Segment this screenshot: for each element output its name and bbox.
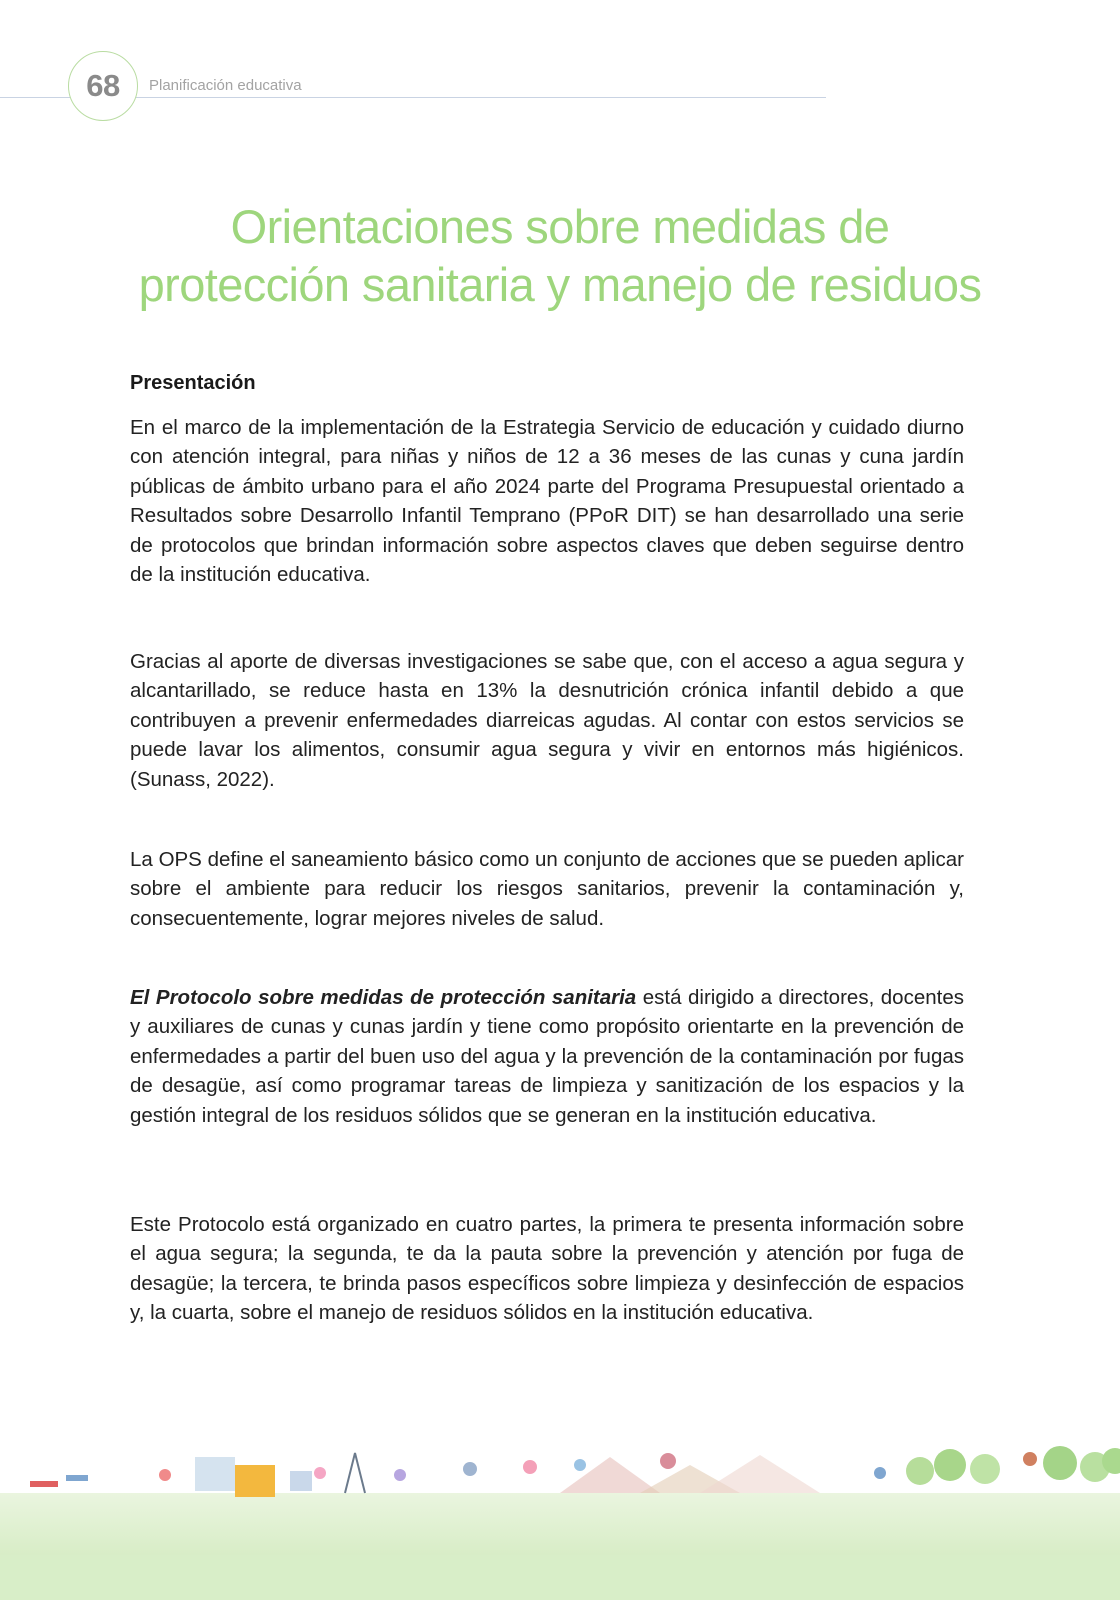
house-shape — [235, 1465, 275, 1497]
tree-shape — [934, 1449, 966, 1481]
paragraph-3: La OPS define el saneamiento básico como un conjunto de acciones que se pueden aplicar sobre el ambiente para reducir los riesgos sanitarios, prevenir la contaminación y, consecuentemente, lograr mejores niveles de salud. — [130, 848, 964, 930]
mountain-shape — [700, 1455, 820, 1493]
title-line-1: Orientaciones sobre medidas de — [230, 200, 890, 253]
page-number-badge — [68, 51, 138, 121]
ground-strip — [0, 1555, 1120, 1600]
paragraph-2: Gracias al aporte de diversas investigaciones se sabe que, con el acceso a agua segura y alcantarillado, se reduce hasta en 13% la desnutrición crónica infantil debido a que contribuyen a prevenir enfermedades diarreicas agudas. Al contar con estos servicios se puede lavar los alimentos, consumir agua segura y vivir en entornos más higiénicos. (Sunass, 2022). — [130, 650, 964, 791]
child-figure — [159, 1469, 171, 1481]
child-figure — [463, 1462, 477, 1476]
tree-shape — [970, 1454, 1000, 1484]
title-line-2: protección sanitaria y manejo de residuos — [138, 258, 982, 311]
adult-figure — [1023, 1452, 1037, 1466]
running-title: Planificación educativa — [149, 77, 302, 94]
paragraph-1: En el marco de la implementación de la Estrategia Servicio de educación y cuidado diurno con atención integral, para niñas y niños de 12 a 36 meses de las cunas y cuna jardín públicas de ámbito urbano para el año 2024 parte del Programa Presupuestal orientado a Resultados sobre Desarrollo Infantil Temprano (PPoR DIT) se han desarrollado una serie de protocolos que brindan información sobre aspectos claves que deben seguirse dentro de la institución educativa. — [130, 416, 964, 587]
page-number: 68 — [86, 68, 120, 103]
boat-shape — [30, 1481, 58, 1487]
page-title — [60, 198, 1060, 314]
tree-shape — [1043, 1446, 1077, 1480]
paragraph-5: Este Protocolo está organizado en cuatro partes, la primera te presenta información sobre el agua segura; la segunda, te da la pauta sobre la prevención y atención por fuga de desagüe; la tercera, te brinda pasos específicos sobre limpieza y desinfección de espacios y, la cuarta, sobre el manejo de residuos sólidos en la institución educativa. — [130, 1213, 964, 1325]
tree-shape — [906, 1457, 934, 1485]
footer-landscape-illustration — [0, 1445, 1120, 1600]
paragraph-4-text: está dirigido a directores, docentes y auxiliares de cunas y cunas jardín y tiene como propósito orientarte en la prevención de enfermedades a partir del buen uso del agua y la prevención de la contaminación por fugas de desagüe, así como programar tareas de limpieza y sanitización de los espacios y la gestión integral de los residuos sólidos que se generan en la institución educativa. — [130, 986, 964, 1127]
child-figure — [574, 1459, 586, 1471]
house-shape — [290, 1471, 312, 1491]
protocol-name: El Protocolo sobre medidas de protección sanitaria — [130, 986, 637, 1009]
boat-shape — [66, 1475, 88, 1481]
paragraph-4 — [130, 983, 964, 1130]
swing-frame — [345, 1453, 365, 1493]
building-shape — [195, 1457, 235, 1491]
child-figure — [874, 1467, 886, 1479]
child-figure — [523, 1460, 537, 1474]
child-figure — [394, 1469, 406, 1481]
adult-figure — [660, 1453, 676, 1469]
child-figure — [314, 1467, 326, 1479]
section-heading: Presentación — [130, 372, 256, 394]
